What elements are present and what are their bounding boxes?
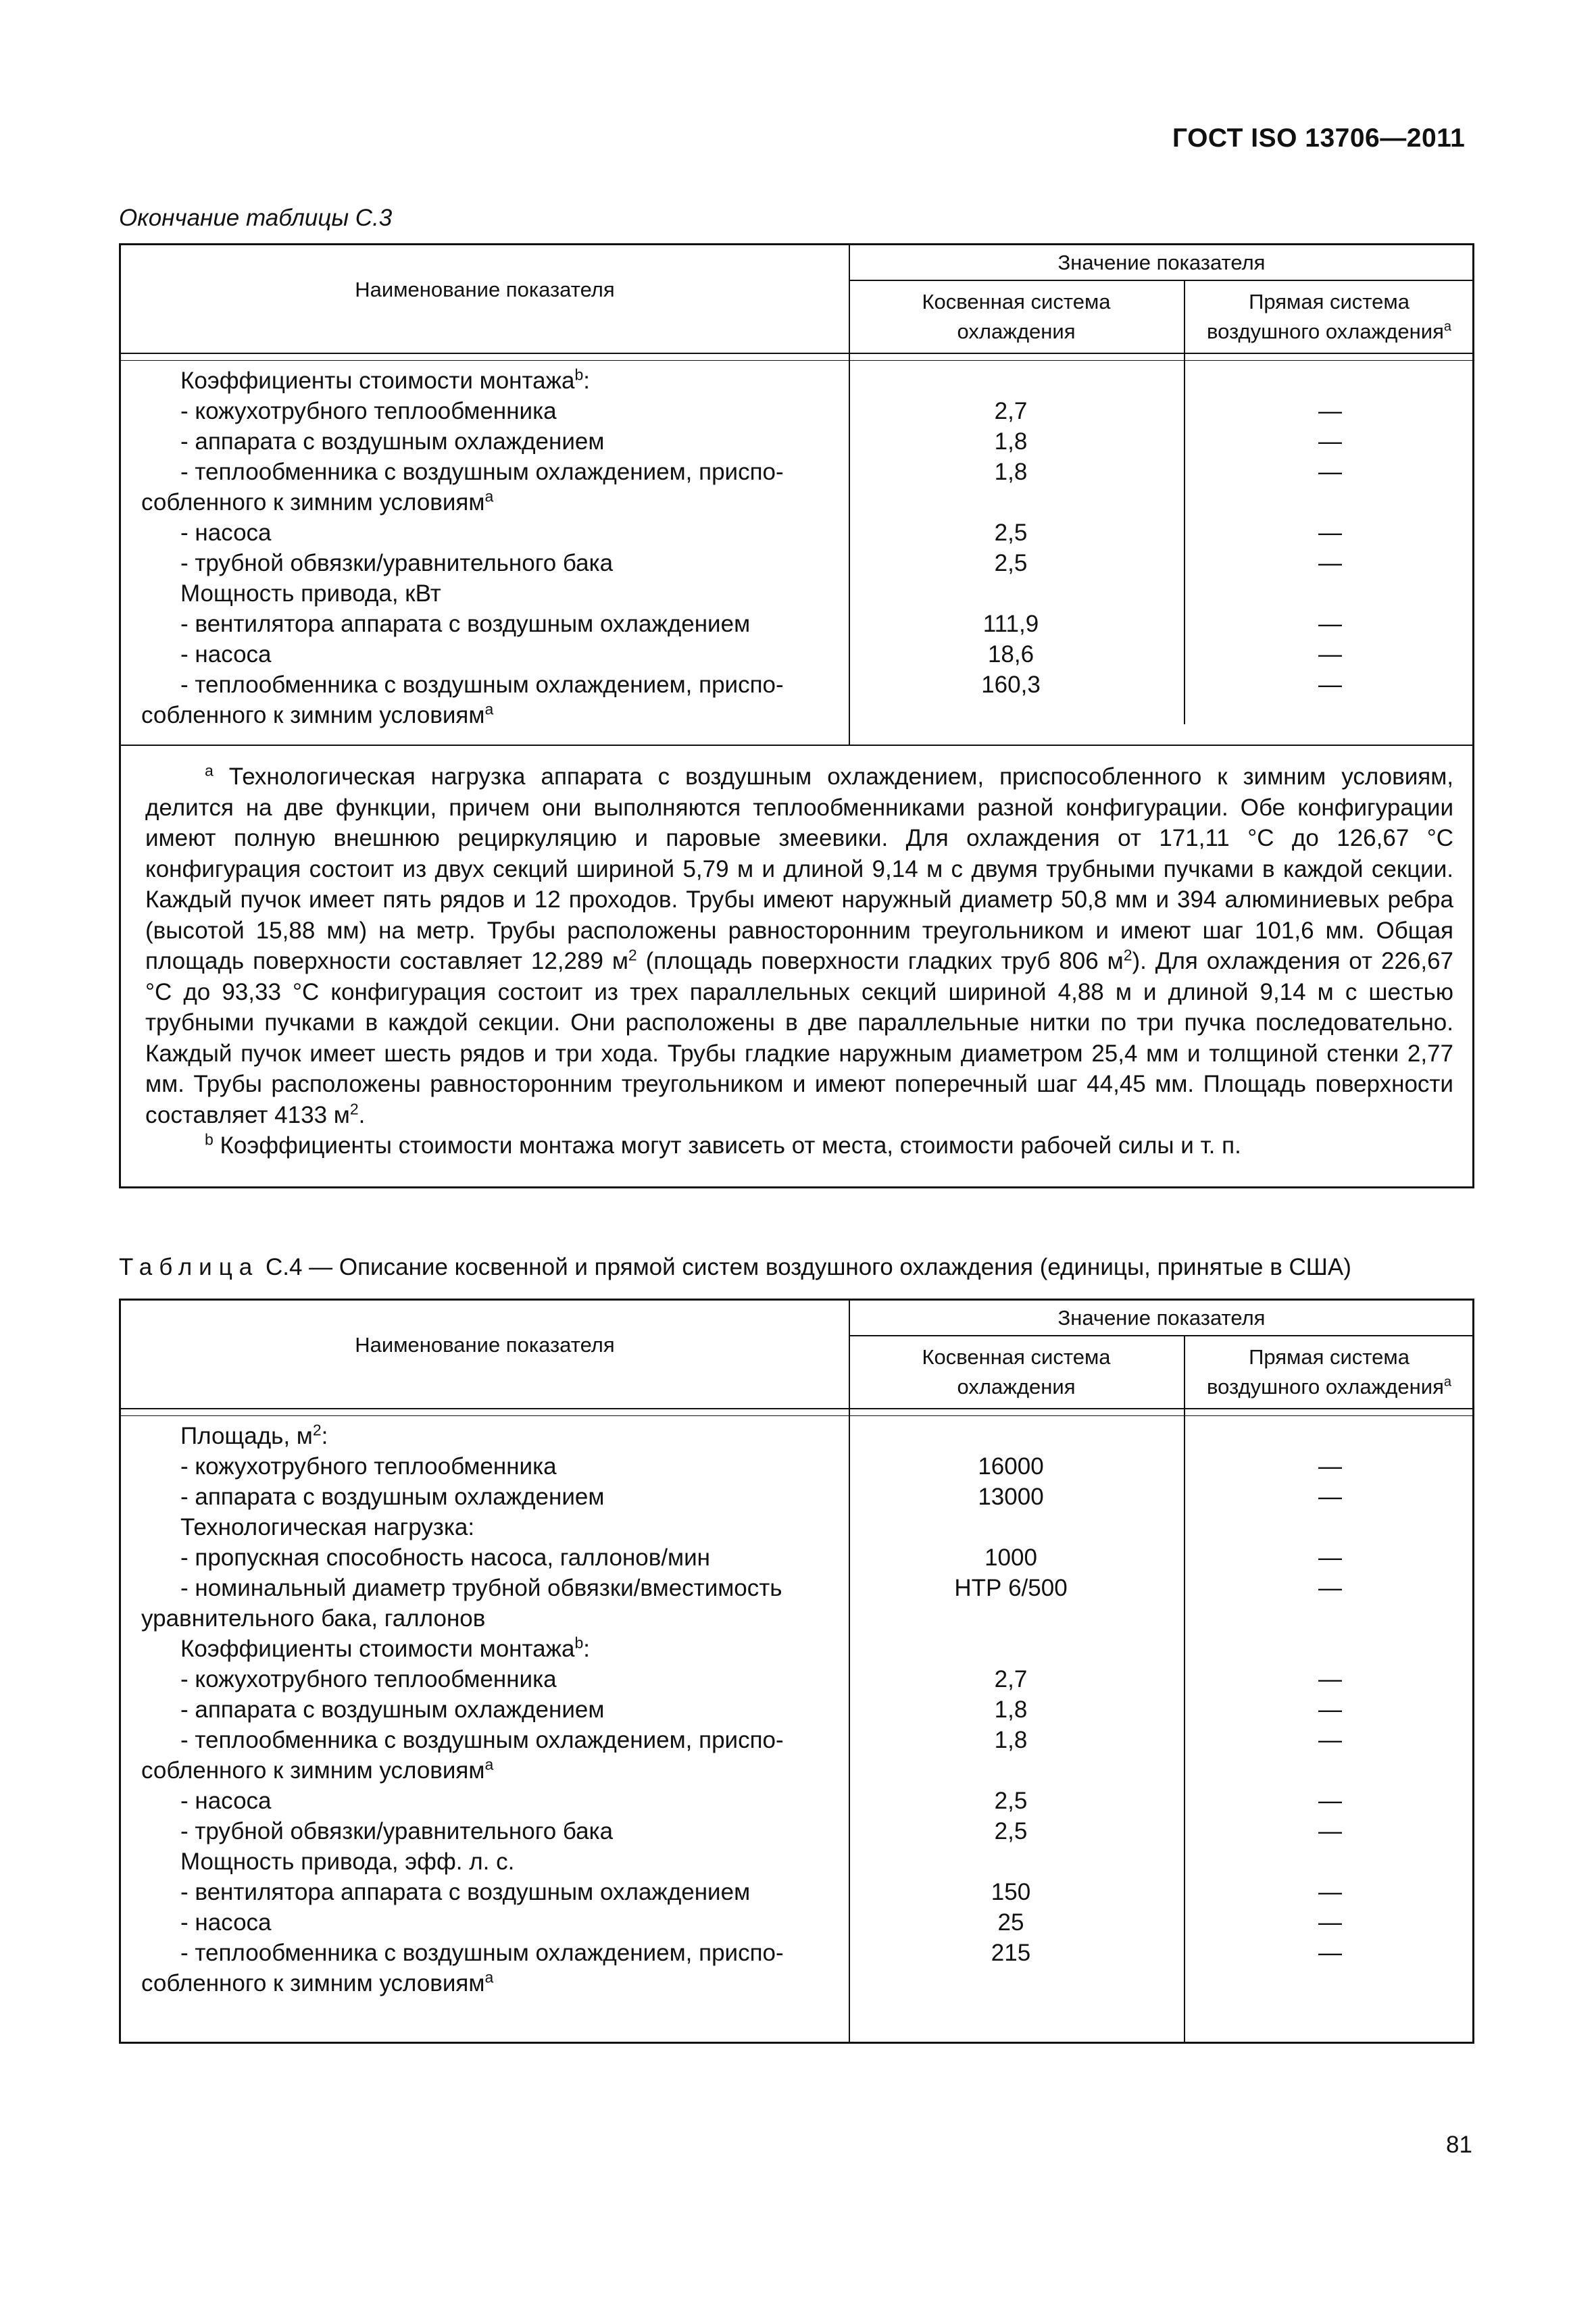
row-label-text: Коэффициенты стоимости монтажа	[180, 368, 575, 394]
indirect-value: 1,8	[994, 459, 1028, 485]
row-label	[180, 426, 604, 457]
row-label-text: - трубной обвязки/уравнительного бака	[180, 550, 614, 576]
row-label	[180, 1482, 604, 1512]
table-row	[121, 670, 1472, 700]
table-row	[121, 578, 1472, 609]
direct-value: —	[1318, 1453, 1342, 1480]
table-row	[121, 366, 1472, 396]
row-label	[180, 1938, 784, 1968]
row-label	[180, 1634, 590, 1664]
superscript: 2	[1123, 946, 1132, 964]
indirect-value: 18,6	[987, 641, 1034, 668]
row-label-text: - теплообменника с воздушным охлаждением, приспо-	[180, 1727, 784, 1753]
indirect-value: 2,5	[994, 520, 1028, 546]
row-label-tail: :	[583, 368, 591, 394]
indirect-value: 2,7	[994, 398, 1028, 424]
direct-value: —	[1318, 1940, 1342, 1966]
column-header-group: Значение показателя	[1057, 1306, 1266, 1330]
footnote-marker: a	[1443, 1374, 1451, 1390]
footnote-marker: b	[205, 1130, 214, 1149]
row-label-text: - аппарата с воздушным охлаждением	[180, 428, 605, 455]
row-label-text: - кожухотрубного теплообменника	[180, 1453, 557, 1480]
table-row	[121, 1634, 1472, 1664]
table-row	[121, 487, 1472, 518]
row-label	[180, 1421, 328, 1451]
row-label	[141, 1603, 485, 1634]
superscript: a	[484, 1755, 494, 1774]
table-row	[121, 609, 1472, 639]
footnote-a	[145, 761, 1453, 1130]
row-label	[180, 1573, 782, 1603]
indirect-value: 1,8	[994, 428, 1028, 455]
indirect-value: 215	[991, 1940, 1031, 1966]
footnote-text: .	[358, 1101, 366, 1128]
table-row	[121, 1664, 1472, 1694]
row-label-tail: :	[321, 1423, 328, 1449]
direct-value: —	[1318, 1666, 1342, 1692]
table-row	[121, 1938, 1472, 1968]
caption-text: С.4 — Описание косвенной и прямой систем воздушного охлаждения (единицы, принятые в США)	[259, 1254, 1351, 1280]
column-header-indirect	[849, 1342, 1184, 1402]
row-label-text: - кожухотрубного теплообменника	[180, 398, 557, 424]
header-text: воздушного охлаждения	[1207, 320, 1444, 343]
direct-value: —	[1318, 459, 1342, 485]
header-bottom-line-2	[121, 1415, 1472, 1416]
row-label	[180, 366, 590, 396]
indirect-value: 1,8	[994, 1727, 1028, 1753]
table-row	[121, 1542, 1472, 1573]
row-label	[180, 457, 784, 487]
direct-value: —	[1318, 1909, 1342, 1936]
row-label	[180, 1451, 557, 1482]
footnote-text: ). Для охлаждения от 226,67 °C до 93,33 °C конфигурация состоит из трех параллельных секций шириной 4,88 м и длиной 9,14 м с шестью трубными пучками в каждой секции. Они расположены в две параллельные нитки по три пучка последовательно. Каждый пучок имеет шесть рядов и три хода. Трубы гладкие наружным диаметром 25,4 мм и толщиной стенки 2,77 мм. Трубы расположены равносторонним треугольником и имеют поперечный шаг 44,45 мм. Площадь поверхности составляет 4133 м	[145, 948, 1453, 1128]
row-label	[180, 639, 272, 670]
direct-value: —	[1318, 1818, 1342, 1844]
row-label-text: - теплообменника с воздушным охлаждением, приспо-	[180, 1940, 784, 1966]
row-label-text: собленного к зимним условиям	[141, 489, 485, 515]
direct-value: —	[1318, 428, 1342, 455]
column-header-name: Наименование показателя	[355, 1333, 615, 1357]
header-text: Косвенная система	[922, 1345, 1111, 1369]
row-label	[141, 700, 493, 730]
direct-value: —	[1318, 672, 1342, 698]
table-c4-caption	[119, 1254, 1351, 1281]
table-row	[121, 1451, 1472, 1482]
indirect-value: 2,5	[994, 1818, 1028, 1844]
row-label	[180, 1542, 710, 1573]
superscript: 2	[628, 946, 637, 964]
row-label	[180, 1786, 272, 1816]
row-label	[180, 1512, 474, 1542]
column-header-name: Наименование показателя	[355, 278, 615, 301]
table-row	[121, 1816, 1472, 1846]
row-label-text: - номинальный диаметр трубной обвязки/вместимость	[180, 1575, 782, 1601]
footnote-text: Коэффициенты стоимости монтажа могут зависеть от места, стоимости рабочей силы и т. п.	[213, 1132, 1241, 1159]
direct-value: —	[1318, 1544, 1342, 1571]
indirect-value: 13000	[978, 1484, 1044, 1510]
row-label	[180, 1907, 272, 1938]
indirect-value: 1,8	[994, 1696, 1028, 1723]
superscript: 2	[312, 1421, 322, 1439]
column-header-group: Значение показателя	[1057, 251, 1266, 274]
table-row	[121, 1755, 1472, 1786]
table-row	[121, 396, 1472, 426]
row-label-text: - теплообменника с воздушным охлаждением, приспо-	[180, 459, 784, 485]
table-row	[121, 700, 1472, 730]
row-label-text: Мощность привода, эфф. л. с.	[180, 1848, 515, 1875]
direct-value: —	[1318, 1575, 1342, 1601]
direct-value: —	[1318, 1484, 1342, 1510]
row-label-text: уравнительного бака, галлонов	[141, 1605, 486, 1632]
row-label	[180, 548, 613, 578]
table-row	[121, 1694, 1472, 1725]
header-text: охлаждения	[957, 1375, 1076, 1399]
column-header-direct	[1184, 1342, 1474, 1402]
row-label	[141, 1968, 493, 1998]
document-header: ГОСТ ISO 13706—2011	[1172, 124, 1466, 153]
table-row	[121, 518, 1472, 548]
footnote-b	[145, 1130, 1453, 1161]
column-header-direct	[1184, 287, 1474, 347]
table-row	[121, 1573, 1472, 1603]
superscript: 2	[349, 1099, 359, 1117]
header-text: Прямая система	[1249, 1345, 1410, 1369]
row-label	[180, 1725, 784, 1755]
direct-value: —	[1318, 641, 1342, 668]
header-bottom-line-2	[121, 360, 1472, 361]
table-row	[121, 1786, 1472, 1816]
superscript: a	[484, 487, 494, 505]
table-row	[121, 548, 1472, 578]
row-label	[180, 1816, 613, 1846]
row-label	[141, 487, 493, 518]
table-row	[121, 457, 1472, 487]
footnote-marker: a	[205, 761, 214, 780]
table-c4	[119, 1299, 1474, 2044]
row-label-text: - аппарата с воздушным охлаждением	[180, 1484, 605, 1510]
indirect-value: 1000	[984, 1544, 1037, 1571]
row-label	[180, 1694, 604, 1725]
footnote-marker: a	[1443, 319, 1451, 334]
indirect-value: 160,3	[981, 672, 1041, 698]
row-label-text: - теплообменника с воздушным охлаждением, приспо-	[180, 672, 784, 698]
table-row	[121, 1725, 1472, 1755]
table-row	[121, 1907, 1472, 1938]
direct-value: —	[1318, 611, 1342, 637]
row-label-text: - насоса	[180, 1909, 272, 1936]
table-row	[121, 1846, 1472, 1877]
indirect-value: 25	[997, 1909, 1024, 1936]
superscript: a	[484, 700, 494, 718]
header-text: воздушного охлаждения	[1207, 1375, 1444, 1399]
row-label-text: - насоса	[180, 641, 272, 668]
table-c3-continuation-caption: Окончание таблицы С.3	[119, 205, 393, 231]
superscript: a	[484, 1968, 494, 1986]
header-text: Прямая система	[1249, 290, 1410, 313]
header-bottom-line	[121, 353, 1472, 354]
table-row	[121, 639, 1472, 670]
table-row	[121, 1877, 1472, 1907]
table-row	[121, 1421, 1472, 1451]
row-label-text: Технологическая нагрузка:	[180, 1514, 475, 1540]
row-label-text: - насоса	[180, 1788, 272, 1814]
direct-value: —	[1318, 1788, 1342, 1814]
header-text: охлаждения	[957, 320, 1076, 343]
table-row	[121, 1968, 1472, 1998]
superscript: b	[574, 1634, 584, 1652]
row-label-text: - вентилятора аппарата с воздушным охлаждением	[180, 1879, 751, 1905]
row-label-text: - пропускная способность насоса, галлонов/мин	[180, 1544, 710, 1571]
header-text: Косвенная система	[922, 290, 1111, 313]
page-number: 81	[1446, 2132, 1472, 2158]
row-label-text: - насоса	[180, 520, 272, 546]
row-label-text: собленного к зимним условиям	[141, 1757, 485, 1784]
direct-value: —	[1318, 1727, 1342, 1753]
direct-value: —	[1318, 520, 1342, 546]
indirect-value: НТР 6/500	[954, 1575, 1068, 1601]
header-bottom-line	[121, 1408, 1472, 1409]
table-c3	[119, 243, 1474, 1188]
indirect-value: 16000	[978, 1453, 1044, 1480]
row-label	[180, 1664, 557, 1694]
row-label-text: Мощность привода, кВт	[180, 580, 441, 607]
row-label-text: собленного к зимним условиям	[141, 1970, 485, 1996]
row-label-text: - кожухотрубного теплообменника	[180, 1666, 557, 1692]
row-label	[180, 578, 441, 609]
indirect-value: 2,7	[994, 1666, 1028, 1692]
indirect-value: 2,5	[994, 1788, 1028, 1814]
row-label-text: Площадь, м	[180, 1423, 313, 1449]
row-label	[180, 1846, 514, 1877]
row-label-text: - трубной обвязки/уравнительного бака	[180, 1818, 614, 1844]
row-label	[141, 1755, 493, 1786]
indirect-value: 150	[991, 1879, 1031, 1905]
caption-lead: Таблица	[119, 1254, 259, 1280]
table-row	[121, 1482, 1472, 1512]
direct-value: —	[1318, 1879, 1342, 1905]
row-label-text: Коэффициенты стоимости монтажа	[180, 1636, 575, 1662]
table-row	[121, 1512, 1472, 1542]
column-header-indirect	[849, 287, 1184, 347]
row-label-text: - вентилятора аппарата с воздушным охлаждением	[180, 611, 751, 637]
header-divider	[849, 1335, 1472, 1336]
indirect-value: 2,5	[994, 550, 1028, 576]
row-label-tail: :	[583, 1636, 591, 1662]
indirect-value: 111,9	[982, 611, 1039, 637]
row-label	[180, 609, 750, 639]
table-row	[121, 426, 1472, 457]
table-c3-footnotes	[145, 761, 1453, 1161]
row-label-text: собленного к зимним условиям	[141, 702, 485, 728]
direct-value: —	[1318, 1696, 1342, 1723]
row-label	[180, 518, 272, 548]
row-label	[180, 396, 557, 426]
header-divider	[849, 280, 1472, 281]
direct-value: —	[1318, 398, 1342, 424]
row-label	[180, 1877, 750, 1907]
body-notes-divider	[121, 745, 1472, 746]
row-label-text: - аппарата с воздушным охлаждением	[180, 1696, 605, 1723]
row-label	[180, 670, 784, 700]
direct-value: —	[1318, 550, 1342, 576]
footnote-text: Технологическая нагрузка аппарата с воздушным охлаждением, приспособленного к зимним условиям, делится на две функции, причем они выполняются теплообменниками разной конфигурации. Обе конфигурации имеют полную внешнюю рециркуляцию и паровые змеевики. Для охлаждения от 171,11 °C до 126,67 °C конфигурация состоит из двух секций шириной 5,79 м и длиной 9,14 м с двумя трубными пучками в каждой секции. Каждый пучок имеет пять рядов и 12 проходов. Трубы имеют наружный диаметр 50,8 мм и 394 алюминиевых ребра (высотой 15,88 мм) на метр. Трубы расположены равносторонним треугольником и имеют шаг 101,6 мм. Общая площадь поверхности составляет 12,289 м	[145, 763, 1453, 974]
superscript: b	[574, 366, 584, 384]
footnote-text: (площадь поверхности гладких труб 806 м	[637, 948, 1124, 974]
table-row	[121, 1603, 1472, 1634]
